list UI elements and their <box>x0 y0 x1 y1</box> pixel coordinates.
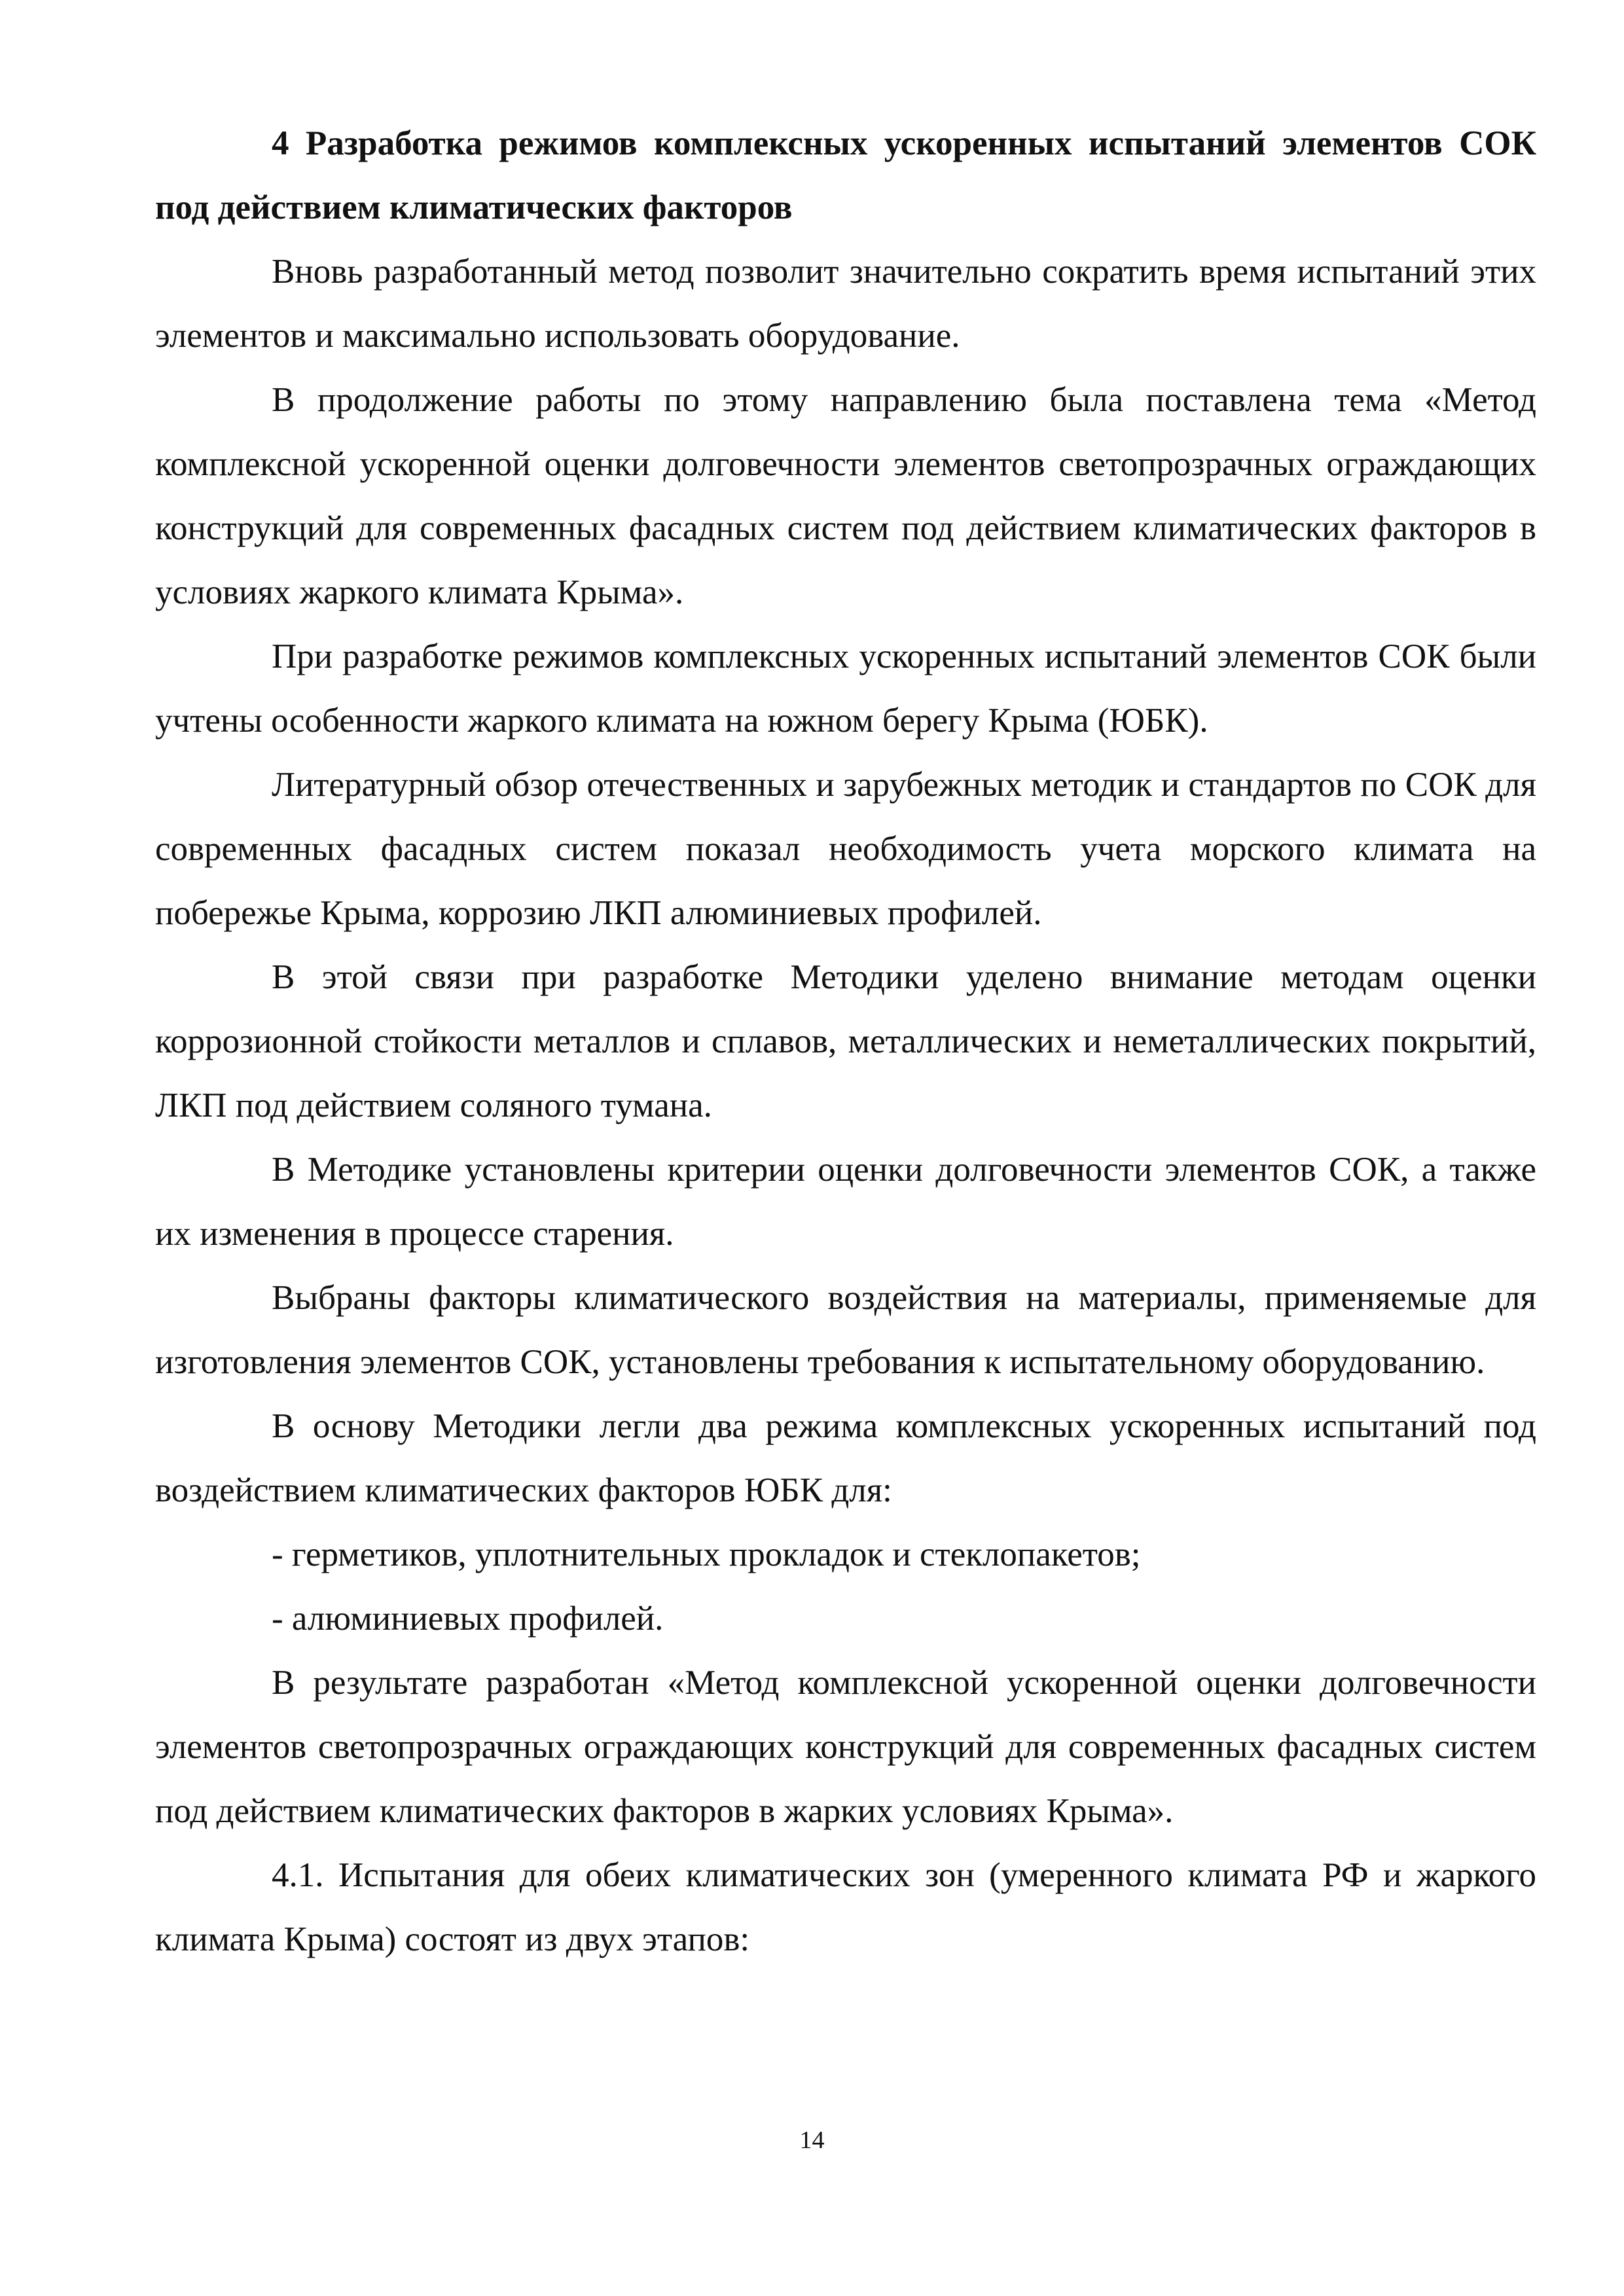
paragraph-literature-review: Литературный обзор отечественных и зарубежных методик и стандартов по СОК для современных фасадных систем показал необходимость учета морского климата на побережье Крыма, коррозию ЛКП алюминиевых профилей. <box>155 766 1536 932</box>
section-heading: 4 Разработка режимов комплексных ускоренных испытаний элементов СОК под действием климатических факторов <box>155 124 1536 226</box>
paragraph-section-4-1: 4.1. Испытания для обеих климатических зон (умеренного климата РФ и жаркого климата Крыма) состоят из двух этапов: <box>155 1856 1536 1958</box>
paragraph-factors: Выбраны факторы климатического воздействия на материалы, применяемые для изготовления элементов СОК, установлены требования к испытательному оборудованию. <box>155 1279 1536 1381</box>
list-item-sealants: - герметиков, уплотнительных прокладок и стеклопакетов; <box>272 1535 1141 1573</box>
paragraph-climate: При разработке режимов комплексных ускоренных испытаний элементов СОК были учтены особенности жаркого климата на южном берегу Крыма (ЮБК). <box>155 637 1536 740</box>
page-content <box>155 111 1536 1971</box>
paragraph-criteria: В Методике установлены критерии оценки долговечности элементов СОК, а также их изменения в процессе старения. <box>155 1151 1536 1253</box>
list-item-profiles: - алюминиевых профилей. <box>272 1600 664 1638</box>
paragraph-corrosion: В этой связи при разработке Методики уделено внимание методам оценки коррозионной стойкости металлов и сплавов, металлических и неметаллических покрытий, ЛКП под действием соляного тумана. <box>155 958 1536 1124</box>
page-number: 14 <box>799 2126 825 2154</box>
paragraph-result: В результате разработан «Метод комплексной ускоренной оценки долговечности элементов светопрозрачных ограждающих конструкций для современных фасадных систем под действием климатических факторов в жарких условиях Крыма». <box>155 1664 1536 1830</box>
paragraph-modes: В основу Методики легли два режима комплексных ускоренных испытаний под воздействием климатических факторов ЮБК для: <box>155 1407 1536 1509</box>
paragraph-topic: В продолжение работы по этому направлению была поставлена тема «Метод комплексной ускоренной оценки долговечности элементов светопрозрачных ограждающих конструкций для современных фасадных систем под действием климатических факторов в условиях жаркого климата Крыма». <box>155 381 1536 611</box>
paragraph-method-intro: Вновь разработанный метод позволит значительно сократить время испытаний этих элементов и максимально использовать оборудование. <box>155 253 1536 355</box>
